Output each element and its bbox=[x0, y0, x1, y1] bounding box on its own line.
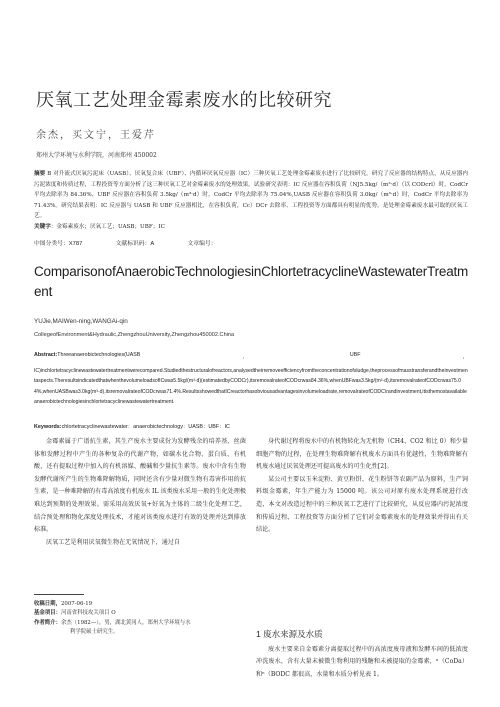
body-paragraph: 废水主要来自金霉素分离提取过程中的高浓度废母液和发酵车间的低浓度冲洗废水，含有大量未被微生物利用的残糖和未被提取的金霉素，ⁿ（CoDa）和ⁿ（BODC 都很高，水量和水质分析见表 1。 bbox=[256, 646, 468, 678]
body-paragraph: 厌氧工艺是利用厌氧微生物在无氧情况下，通过自 bbox=[46, 538, 181, 546]
footnote-divider bbox=[34, 594, 84, 595]
fund-label: 基金项目： bbox=[34, 610, 61, 617]
fund-text: 河南省科技攻关项目 O bbox=[60, 610, 116, 617]
body-right-column bbox=[256, 436, 468, 537]
author-bio-text: 余杰（1982—），男，湖北黄冈人，郑州大学环境与水 bbox=[60, 619, 191, 626]
abstract-ubf: UBF bbox=[349, 352, 361, 358]
clc-value: X787 bbox=[68, 241, 83, 247]
affiliation-cn: 郑州大学环境与水利学院，河南郑州 450002 bbox=[36, 152, 157, 159]
keywords-label-en: Keywords: bbox=[34, 424, 62, 430]
section-body bbox=[256, 644, 468, 681]
classification-row bbox=[34, 238, 217, 247]
keywords-cn: 关键字：金霉素废水；厌氧工艺；UASB；UBF；IC bbox=[34, 224, 165, 230]
section-heading: 1 废水来源及水质 bbox=[256, 629, 323, 639]
received-label: 收稿日期， bbox=[34, 601, 61, 607]
body-paragraph: 身代谢过程将废水中的有机物转化为无机物（CH4、CO2 和比 0）和少量细胞产物的过程，在处理生物难降解有机废水方面具有优越性，生物难降解有机废水通过厌氧处理还可提高废水的可生化性[2]。 bbox=[256, 438, 468, 471]
abstract-label-cn: 摘要 bbox=[34, 171, 46, 177]
received-date: 2007-06-19 bbox=[60, 601, 93, 607]
keywords-en bbox=[34, 422, 230, 430]
abstract-text-cn: B 对升流式厌氧污泥床（UASB）、厌氧复合床（UBF）、内循环厌氧反应器（IC）三种厌氧工艺处理金霉素废水进行了比较研究。研究了反应器的结构特点，从反应器内污泥浓度和传质过程，工程投资等方面分析了这三种厌氧工艺对金霉素废水的处理效果。试验研究表明：IC 反应器在容积负荷（NJ5.5kg/（m³·d）（以 CODcrl）时，CodCr 平均去除率为 84.36%，UBF 反应器在容积负荷 3.5kg/（m³·d）时，CodCr 平均去除率为 75.04%,UASB 反应器在容积负荷 3.0kg/（m³·d）时，CodCr 平均去除率为 71.43%。研究结果表明：IC 反应器与 UASB 和 UBF 反应器相比，在容积负荷，Cc）DCr 去除率、工程投资等方面都具有明显的优势，是处理金霉素废水最可取的厌氧工艺。 bbox=[34, 171, 468, 220]
affiliation-en: CollegeofEnvironment&Hydraulic,ZhengzhouUniversity,Zhengzhou450002.China bbox=[34, 332, 235, 338]
abstract-sep-1: 、 bbox=[242, 354, 248, 360]
clc-label: 中图分类号： bbox=[34, 241, 69, 247]
body-paragraph: 金霉素属于广谱抗生素，其生产废水主要成份为发酵残余的培养基、丝菌体和发酵过程中产生的各种复杂的代谢产物，如碳水化合物、蛋白质、有机酸，还有提取过程中加入的有机溶媒、酸碱和少量抗生素等。废水中含有生物发酵代谢所产生的生物难降解物质，同时还含有少量对微生物有毒害作用的抗生素，是一种难降解的有毒高浓度有机废水 IL 该类废水采用一般的生化处理极难达到预期的处理效果。需采用高效厌氧+好氧为主体的二级生化处理工艺，结合预处理和物化深度处理技术，才能对该类废水进行有效的处理并达到排放标准。 bbox=[34, 438, 246, 534]
doc-code-label: 文献标识码： bbox=[115, 241, 151, 247]
abstract-cn bbox=[34, 169, 468, 222]
body-paragraph: 某公司主要以玉米淀粉、黄豆粉饼、花生粉饼等农副产品为原料，生产饲料级金霉素，年生产能力为 15000 吨。该公司对原有废水处理系统进行改造，本文对改造过程中的三种厌氧工艺进行了比较研究，从反应器内污泥浓度和传质过程、工程投资等方面分析了它们对金霉素废水的处理效果并得出有关结论。 bbox=[256, 475, 468, 534]
body-left-column bbox=[34, 436, 246, 549]
paper-title-cn: 厌氧工艺处理金霉素废水的比较研究 bbox=[36, 90, 332, 110]
abstract-text-en: IC)inchlortetracyclinewastewatertreatmentwerecompared.Studiedthestructuralofreactors,analysedtheirremoveefficiencyfromtheconcentrationofsludge,theprocessofmasstransferandtheinvestmentaspects.TheresultsindicatedthatwhenthevolumeloadsofICwas5.5kg/(m³·d)(estimatedbyCODCr),itsremovalrateofCODcrwas84.36%,whenUBFwas3.5kg/(m³·d),itsremovalrateofCODcrwas75.04%,whenUASBwas3.0kg(m³·d),itsremovalrateofCODcrwas71.4%.ResultsshowedthatICreactorhasobviousadvantagesinvolumeloadrate,removalrateofCODC\randinvestment,itisthemostavailableanaerobictechnologiesinchlortetracyclinewastewatertreatment. bbox=[34, 368, 468, 405]
authors-cn: 余杰，买文宁，王爱芹 bbox=[36, 130, 156, 141]
doc-code-value: A bbox=[150, 241, 155, 247]
abstract-label-en: Abstract: bbox=[34, 352, 58, 358]
authors-en: YUJie,MAIWen-ning,WANGAi-qin bbox=[34, 318, 128, 325]
abstract-head-text-en: Threeanaerobictechnologies(UASB bbox=[57, 352, 141, 358]
abstract-sep-2: ， bbox=[462, 354, 468, 360]
keywords-text-en: chlortetracyclinewastewater：anaerobictechnology：UASB：UBF：IC bbox=[61, 424, 230, 430]
keywords-label-cn: 关键字 bbox=[34, 224, 51, 230]
author-bio-continued: 利学院硕士研究生。 bbox=[70, 629, 119, 636]
footnote bbox=[34, 600, 246, 638]
abstract-head-en bbox=[34, 352, 468, 360]
keywords-text-cn: 金霉素废水；厌氧工艺；UASB；UBF；IC bbox=[56, 224, 165, 230]
author-bio-label: 作者简介： bbox=[34, 619, 61, 626]
paper-title-en: ComparisonofAnaerobicTechnologiesinChlortetracyclineWastewaterTreatment bbox=[34, 264, 469, 299]
article-no-label: 文章编号： bbox=[187, 241, 217, 247]
